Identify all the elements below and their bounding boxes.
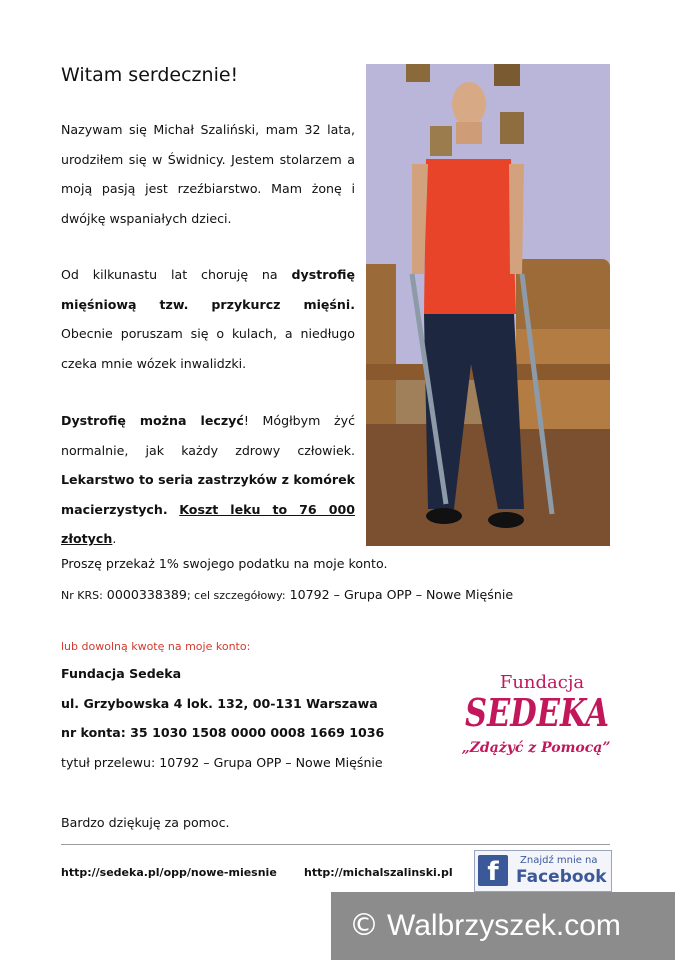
intro-paragraph: Nazywam się Michał Szaliński, mam 32 lata, urodziłem się w Świdnicy. Jestem stolarzem a moją pasją jest rzeźbiarstwo. Mam żonę i dwójkę wspaniałych dzieci. bbox=[61, 122, 355, 226]
portrait-photo bbox=[366, 64, 610, 546]
logo-line3: „Zdążyć z Pomocą” bbox=[461, 740, 611, 756]
facebook-small-text: Znajdź mnie na bbox=[520, 855, 598, 866]
sedeka-logo bbox=[462, 664, 612, 760]
treatment-curable: Dystrofię można leczyć bbox=[61, 413, 244, 428]
watermark bbox=[331, 892, 675, 960]
treatment-end: . bbox=[112, 531, 117, 546]
photo-illustration bbox=[366, 64, 610, 546]
krs-number: 0000338389 bbox=[102, 587, 187, 602]
treatment-paragraph bbox=[61, 406, 355, 554]
divider bbox=[61, 844, 610, 845]
illness-diagnosis: dystrofię mięśniową tzw. przykurcz mięśni. bbox=[61, 267, 355, 312]
facebook-badge[interactable] bbox=[474, 850, 612, 892]
facebook-label: Facebook bbox=[516, 867, 607, 887]
foundation-name: Fundacja Sedeka bbox=[61, 666, 182, 681]
copyright-icon: © bbox=[349, 908, 379, 943]
transfer-title: tytuł przelewu: 10792 – Grupa OPP – Nowe Mięśnie bbox=[61, 755, 383, 770]
foundation-address: ul. Grzybowska 4 lok. 132, 00-131 Warszawa bbox=[61, 696, 378, 711]
donation-header: lub dowolną kwotę na moje konto: bbox=[61, 640, 251, 653]
tax-request: Proszę przekaż 1% swojego podatku na moje konto. bbox=[61, 556, 388, 571]
thanks-line: Bardzo dziękuję za pomoc. bbox=[61, 815, 230, 830]
illness-text-before: Od kilkunastu lat choruję na bbox=[61, 267, 292, 282]
treatment-space bbox=[168, 502, 180, 517]
treatment-middle: ! Mógłbym żyć normalnie, jak każdy zdrowy człowiek. bbox=[61, 413, 355, 458]
illness-paragraph bbox=[61, 260, 355, 378]
krs-label: Nr KRS: bbox=[61, 589, 103, 602]
logo-line2: SEDEKA bbox=[465, 690, 609, 735]
personal-site-link[interactable]: http://michalszalinski.pl bbox=[304, 866, 453, 879]
facebook-icon: f bbox=[478, 855, 508, 886]
illness-text-after: Obecnie poruszam się o kulach, a niedługo czeka mnie wózek inwalidzki. bbox=[61, 326, 355, 371]
goal-value: 10792 – Grupa OPP – Nowe Mięśnie bbox=[285, 587, 514, 602]
sedeka-link[interactable]: http://sedeka.pl/opp/nowe-miesnie bbox=[61, 866, 277, 879]
treatment-cost: Koszt leku to 76 000 złotych bbox=[61, 501, 355, 546]
treatment-medicine: Lekarstwo to seria zastrzyków z komórek macierzystych. bbox=[61, 472, 355, 517]
logo-line1: Fundacja bbox=[499, 672, 585, 693]
greeting-heading: Witam serdecznie! bbox=[61, 64, 239, 86]
account-number: nr konta: 35 1030 1508 0000 0008 1669 1036 bbox=[61, 725, 385, 740]
goal-label: ; cel szczegółowy: bbox=[186, 589, 286, 602]
watermark-text: Walbrzyszek.com bbox=[387, 909, 621, 942]
krs-line bbox=[61, 587, 513, 602]
